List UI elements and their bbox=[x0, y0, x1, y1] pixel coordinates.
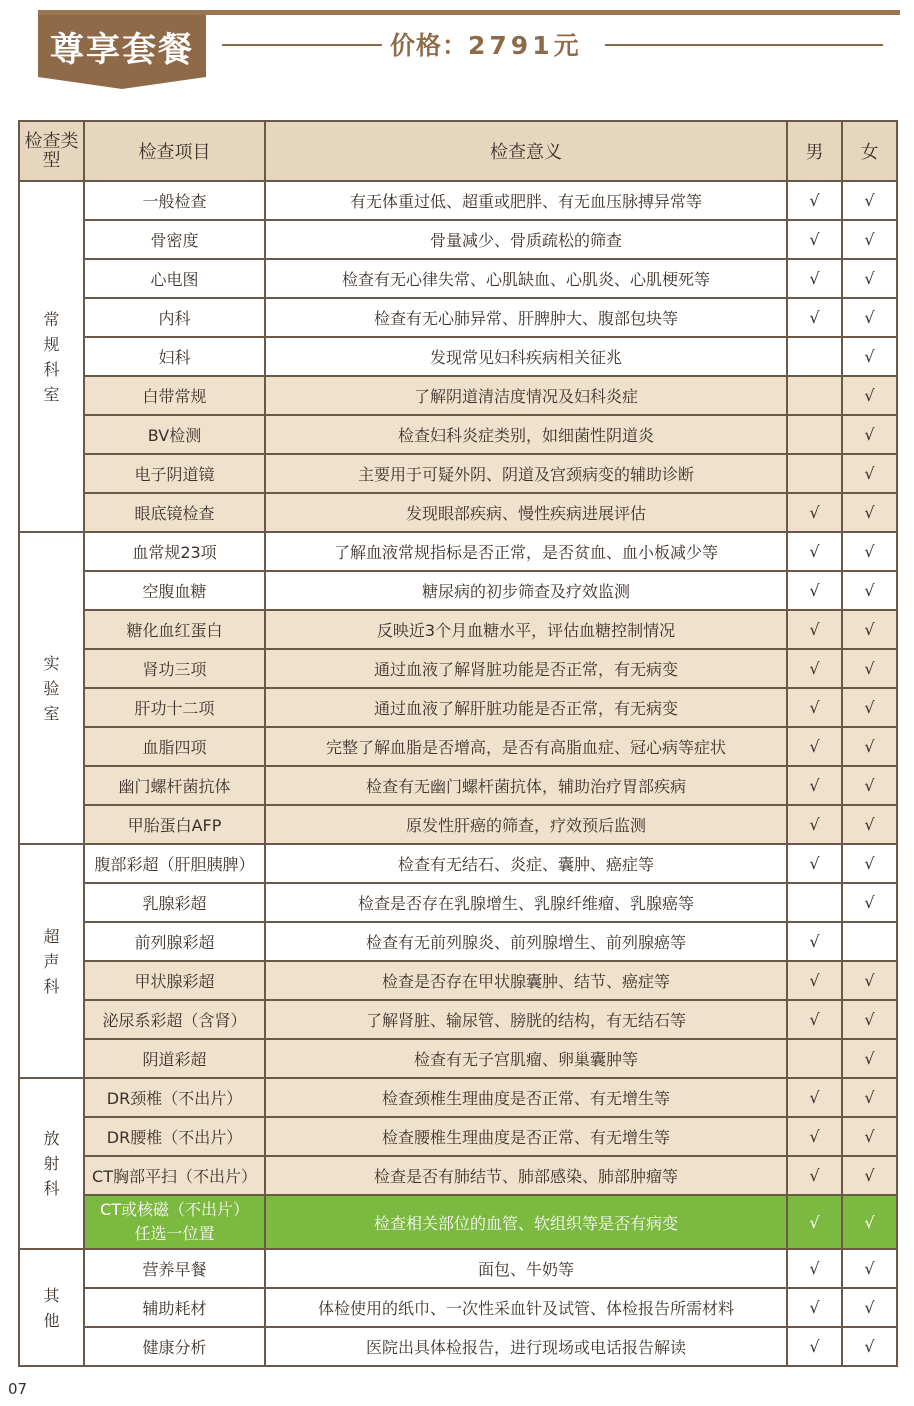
item-cell bbox=[84, 1039, 265, 1078]
male-check-cell: √ bbox=[787, 1195, 842, 1249]
item-cell bbox=[84, 727, 265, 766]
female-check-cell: √ bbox=[842, 844, 897, 883]
female-check-cell: √ bbox=[842, 1117, 897, 1156]
male-check-cell: √ bbox=[787, 610, 842, 649]
female-check-cell: √ bbox=[842, 1195, 897, 1249]
meaning-cell: 主要用于可疑外阴、阴道及宫颈病变的辅助诊断 bbox=[265, 454, 787, 493]
item-cell bbox=[84, 454, 265, 493]
male-check-cell bbox=[787, 376, 842, 415]
female-check-cell: √ bbox=[842, 337, 897, 376]
header-item: 检查项目 bbox=[84, 121, 265, 181]
male-check-cell: √ bbox=[787, 1327, 842, 1366]
table-row bbox=[19, 922, 897, 961]
package-title-tail bbox=[38, 77, 206, 89]
table-row bbox=[19, 1117, 897, 1156]
meaning-cell: 检查颈椎生理曲度是否正常、有无增生等 bbox=[265, 1078, 787, 1117]
item-cell bbox=[84, 805, 265, 844]
meaning-cell: 检查有无结石、炎症、囊肿、癌症等 bbox=[265, 844, 787, 883]
female-check-cell: √ bbox=[842, 571, 897, 610]
item-label: 甲状腺彩超 bbox=[134, 972, 215, 991]
item-cell bbox=[84, 649, 265, 688]
type-label: 超声科 bbox=[43, 926, 60, 996]
package-title: 尊享套餐 bbox=[38, 15, 206, 77]
female-check-cell: √ bbox=[842, 1249, 897, 1288]
male-check-cell bbox=[787, 337, 842, 376]
male-check-cell: √ bbox=[787, 1249, 842, 1288]
table-row bbox=[19, 766, 897, 805]
item-label: 泌尿系彩超（含肾） bbox=[102, 1011, 247, 1030]
type-cell bbox=[19, 844, 84, 1078]
type-cell bbox=[19, 1249, 84, 1366]
item-label: 空腹血糖 bbox=[142, 582, 207, 601]
female-check-cell bbox=[842, 922, 897, 961]
meaning-cell: 完整了解血脂是否增高，是否有高脂血症、冠心病等症状 bbox=[265, 727, 787, 766]
item-cell bbox=[84, 1327, 265, 1366]
meaning-cell: 了解阴道清洁度情况及妇科炎症 bbox=[265, 376, 787, 415]
female-check-cell: √ bbox=[842, 688, 897, 727]
male-check-cell: √ bbox=[787, 649, 842, 688]
meaning-cell: 了解血液常规指标是否正常，是否贫血、血小板减少等 bbox=[265, 532, 787, 571]
item-label: 甲胎蛋白AFP bbox=[127, 816, 222, 835]
price bbox=[390, 28, 600, 64]
male-check-cell: √ bbox=[787, 259, 842, 298]
male-check-cell: √ bbox=[787, 688, 842, 727]
item-label: 血脂四项 bbox=[142, 738, 207, 757]
item-cell bbox=[84, 766, 265, 805]
meaning-cell: 原发性肝癌的筛查，疗效预后监测 bbox=[265, 805, 787, 844]
table-row bbox=[19, 532, 897, 571]
meaning-cell: 检查是否有肺结节、肺部感染、肺部肿瘤等 bbox=[265, 1156, 787, 1195]
meaning-cell: 检查有无子宫肌瘤、卵巢囊肿等 bbox=[265, 1039, 787, 1078]
meaning-cell: 检查腰椎生理曲度是否正常、有无增生等 bbox=[265, 1117, 787, 1156]
male-check-cell: √ bbox=[787, 727, 842, 766]
item-label: 电子阴道镜 bbox=[134, 465, 215, 484]
male-check-cell: √ bbox=[787, 493, 842, 532]
female-check-cell: √ bbox=[842, 1156, 897, 1195]
female-check-cell: √ bbox=[842, 649, 897, 688]
table-row bbox=[19, 1039, 897, 1078]
item-cell bbox=[84, 1078, 265, 1117]
male-check-cell: √ bbox=[787, 766, 842, 805]
female-check-cell: √ bbox=[842, 181, 897, 220]
item-cell bbox=[84, 376, 265, 415]
item-cell bbox=[84, 415, 265, 454]
table-header-row bbox=[19, 121, 897, 181]
female-check-cell: √ bbox=[842, 766, 897, 805]
item-label: BV检测 bbox=[147, 426, 202, 445]
meaning-cell: 检查有无心律失常、心肌缺血、心肌炎、心肌梗死等 bbox=[265, 259, 787, 298]
price-label: 价格： bbox=[390, 31, 469, 60]
male-check-cell: √ bbox=[787, 922, 842, 961]
female-check-cell: √ bbox=[842, 454, 897, 493]
item-label: 妇科 bbox=[158, 348, 191, 367]
table-row bbox=[19, 337, 897, 376]
item-cell bbox=[84, 1117, 265, 1156]
meaning-cell: 了解肾脏、输尿管、膀胱的结构，有无结石等 bbox=[265, 1000, 787, 1039]
item-label: CT或核磁（不出片） bbox=[100, 1200, 249, 1219]
meaning-cell: 反映近3个月血糖水平，评估血糖控制情况 bbox=[265, 610, 787, 649]
female-check-cell: √ bbox=[842, 1000, 897, 1039]
meaning-cell: 通过血液了解肾脏功能是否正常，有无病变 bbox=[265, 649, 787, 688]
table-row bbox=[19, 1000, 897, 1039]
item-sublabel: 任选一位置 bbox=[134, 1224, 215, 1243]
item-label: 乳腺彩超 bbox=[142, 894, 207, 913]
female-check-cell: √ bbox=[842, 883, 897, 922]
male-check-cell: √ bbox=[787, 298, 842, 337]
meaning-cell: 检查是否存在甲状腺囊肿、结节、癌症等 bbox=[265, 961, 787, 1000]
item-cell bbox=[84, 220, 265, 259]
table-row bbox=[19, 883, 897, 922]
package-table bbox=[18, 120, 898, 1367]
male-check-cell: √ bbox=[787, 1156, 842, 1195]
male-check-cell: √ bbox=[787, 1000, 842, 1039]
item-cell bbox=[84, 883, 265, 922]
item-label: 糖化血红蛋白 bbox=[126, 621, 223, 640]
item-label: DR颈椎（不出片） bbox=[106, 1089, 243, 1108]
item-cell bbox=[84, 493, 265, 532]
item-label: 前列腺彩超 bbox=[134, 933, 215, 952]
female-check-cell: √ bbox=[842, 415, 897, 454]
item-cell bbox=[84, 961, 265, 1000]
male-check-cell: √ bbox=[787, 532, 842, 571]
table-row bbox=[19, 1195, 897, 1249]
female-check-cell: √ bbox=[842, 805, 897, 844]
male-check-cell: √ bbox=[787, 1117, 842, 1156]
female-check-cell: √ bbox=[842, 961, 897, 1000]
meaning-cell: 检查相关部位的血管、软组织等是否有病变 bbox=[265, 1195, 787, 1249]
female-check-cell: √ bbox=[842, 1327, 897, 1366]
item-label: 阴道彩超 bbox=[142, 1050, 207, 1069]
item-cell bbox=[84, 844, 265, 883]
female-check-cell: √ bbox=[842, 532, 897, 571]
table-row bbox=[19, 259, 897, 298]
header-female: 女 bbox=[842, 121, 897, 181]
male-check-cell: √ bbox=[787, 805, 842, 844]
table-row bbox=[19, 571, 897, 610]
table-body bbox=[19, 181, 897, 1366]
meaning-cell: 有无体重过低、超重或肥胖、有无血压脉搏异常等 bbox=[265, 181, 787, 220]
item-label: CT胸部平扫（不出片） bbox=[92, 1167, 257, 1186]
meaning-cell: 医院出具体检报告，进行现场或电话报告解读 bbox=[265, 1327, 787, 1366]
header-type: 检查类型 bbox=[19, 121, 84, 181]
male-check-cell bbox=[787, 1039, 842, 1078]
table-row bbox=[19, 181, 897, 220]
header-meaning: 检查意义 bbox=[265, 121, 787, 181]
price-value: 2791元 bbox=[468, 31, 583, 60]
meaning-cell: 检查有无幽门螺杆菌抗体，辅助治疗胃部疾病 bbox=[265, 766, 787, 805]
header-male: 男 bbox=[787, 121, 842, 181]
male-check-cell bbox=[787, 883, 842, 922]
type-label: 实验室 bbox=[43, 653, 60, 723]
item-cell bbox=[84, 610, 265, 649]
item-cell bbox=[84, 259, 265, 298]
table-row bbox=[19, 688, 897, 727]
item-cell bbox=[84, 688, 265, 727]
male-check-cell: √ bbox=[787, 1078, 842, 1117]
table-row bbox=[19, 298, 897, 337]
item-label: 腹部彩超（肝胆胰脾） bbox=[94, 855, 255, 874]
item-label: 内科 bbox=[158, 309, 191, 328]
item-label: 肝功十二项 bbox=[134, 699, 215, 718]
price-rule-left bbox=[222, 44, 382, 46]
item-cell bbox=[84, 181, 265, 220]
item-cell bbox=[84, 571, 265, 610]
female-check-cell: √ bbox=[842, 727, 897, 766]
item-label: 一般检查 bbox=[142, 192, 207, 211]
item-cell bbox=[84, 532, 265, 571]
item-label: 眼底镜检查 bbox=[134, 504, 215, 523]
item-label: DR腰椎（不出片） bbox=[106, 1128, 243, 1147]
item-cell bbox=[84, 298, 265, 337]
item-label: 白带常规 bbox=[142, 387, 207, 406]
type-label: 常规科室 bbox=[43, 309, 60, 404]
female-check-cell: √ bbox=[842, 298, 897, 337]
type-cell bbox=[19, 181, 84, 532]
male-check-cell: √ bbox=[787, 181, 842, 220]
table-row bbox=[19, 1249, 897, 1288]
meaning-cell: 检查是否存在乳腺增生、乳腺纤维瘤、乳腺癌等 bbox=[265, 883, 787, 922]
item-label: 辅助耗材 bbox=[142, 1299, 207, 1318]
table-row bbox=[19, 844, 897, 883]
item-label: 骨密度 bbox=[150, 231, 199, 250]
item-cell bbox=[84, 922, 265, 961]
item-label: 健康分析 bbox=[142, 1338, 207, 1357]
table-row bbox=[19, 649, 897, 688]
meaning-cell: 面包、牛奶等 bbox=[265, 1249, 787, 1288]
item-label: 血常规23项 bbox=[132, 543, 217, 562]
male-check-cell bbox=[787, 454, 842, 493]
table-row bbox=[19, 961, 897, 1000]
table-row bbox=[19, 1156, 897, 1195]
table-row bbox=[19, 610, 897, 649]
female-check-cell: √ bbox=[842, 493, 897, 532]
male-check-cell: √ bbox=[787, 961, 842, 1000]
item-label: 肾功三项 bbox=[142, 660, 207, 679]
female-check-cell: √ bbox=[842, 220, 897, 259]
table-row bbox=[19, 493, 897, 532]
price-rule-right bbox=[605, 44, 883, 46]
male-check-cell: √ bbox=[787, 844, 842, 883]
item-cell bbox=[84, 1195, 265, 1249]
meaning-cell: 糖尿病的初步筛查及疗效监测 bbox=[265, 571, 787, 610]
type-label: 放射科 bbox=[43, 1129, 60, 1198]
meaning-cell: 检查有无前列腺炎、前列腺增生、前列腺癌等 bbox=[265, 922, 787, 961]
female-check-cell: √ bbox=[842, 1288, 897, 1327]
male-check-cell: √ bbox=[787, 571, 842, 610]
table-row bbox=[19, 1078, 897, 1117]
item-cell bbox=[84, 1000, 265, 1039]
table-row bbox=[19, 415, 897, 454]
item-cell bbox=[84, 1156, 265, 1195]
female-check-cell: √ bbox=[842, 610, 897, 649]
table-row bbox=[19, 454, 897, 493]
item-cell bbox=[84, 1249, 265, 1288]
female-check-cell: √ bbox=[842, 376, 897, 415]
table-row bbox=[19, 1327, 897, 1366]
meaning-cell: 检查有无心肺异常、肝脾肿大、腹部包块等 bbox=[265, 298, 787, 337]
item-label: 心电图 bbox=[150, 270, 199, 289]
male-check-cell: √ bbox=[787, 220, 842, 259]
male-check-cell bbox=[787, 415, 842, 454]
table-row bbox=[19, 1288, 897, 1327]
meaning-cell: 骨量减少、骨质疏松的筛查 bbox=[265, 220, 787, 259]
table-row bbox=[19, 376, 897, 415]
female-check-cell: √ bbox=[842, 1039, 897, 1078]
table-row bbox=[19, 727, 897, 766]
item-label: 幽门螺杆菌抗体 bbox=[118, 777, 231, 796]
type-cell bbox=[19, 532, 84, 844]
meaning-cell: 体检使用的纸巾、一次性采血针及试管、体检报告所需材料 bbox=[265, 1288, 787, 1327]
meaning-cell: 发现眼部疾病、慢性疾病进展评估 bbox=[265, 493, 787, 532]
table-row bbox=[19, 220, 897, 259]
female-check-cell: √ bbox=[842, 259, 897, 298]
female-check-cell: √ bbox=[842, 1078, 897, 1117]
item-cell bbox=[84, 1288, 265, 1327]
meaning-cell: 检查妇科炎症类别，如细菌性阴道炎 bbox=[265, 415, 787, 454]
type-cell bbox=[19, 1078, 84, 1249]
item-cell bbox=[84, 337, 265, 376]
page-number: 07 bbox=[8, 1380, 28, 1398]
meaning-cell: 发现常见妇科疾病相关征兆 bbox=[265, 337, 787, 376]
item-label: 营养早餐 bbox=[142, 1260, 207, 1279]
table-row bbox=[19, 805, 897, 844]
male-check-cell: √ bbox=[787, 1288, 842, 1327]
meaning-cell: 通过血液了解肝脏功能是否正常，有无病变 bbox=[265, 688, 787, 727]
type-label: 其他 bbox=[43, 1285, 60, 1330]
